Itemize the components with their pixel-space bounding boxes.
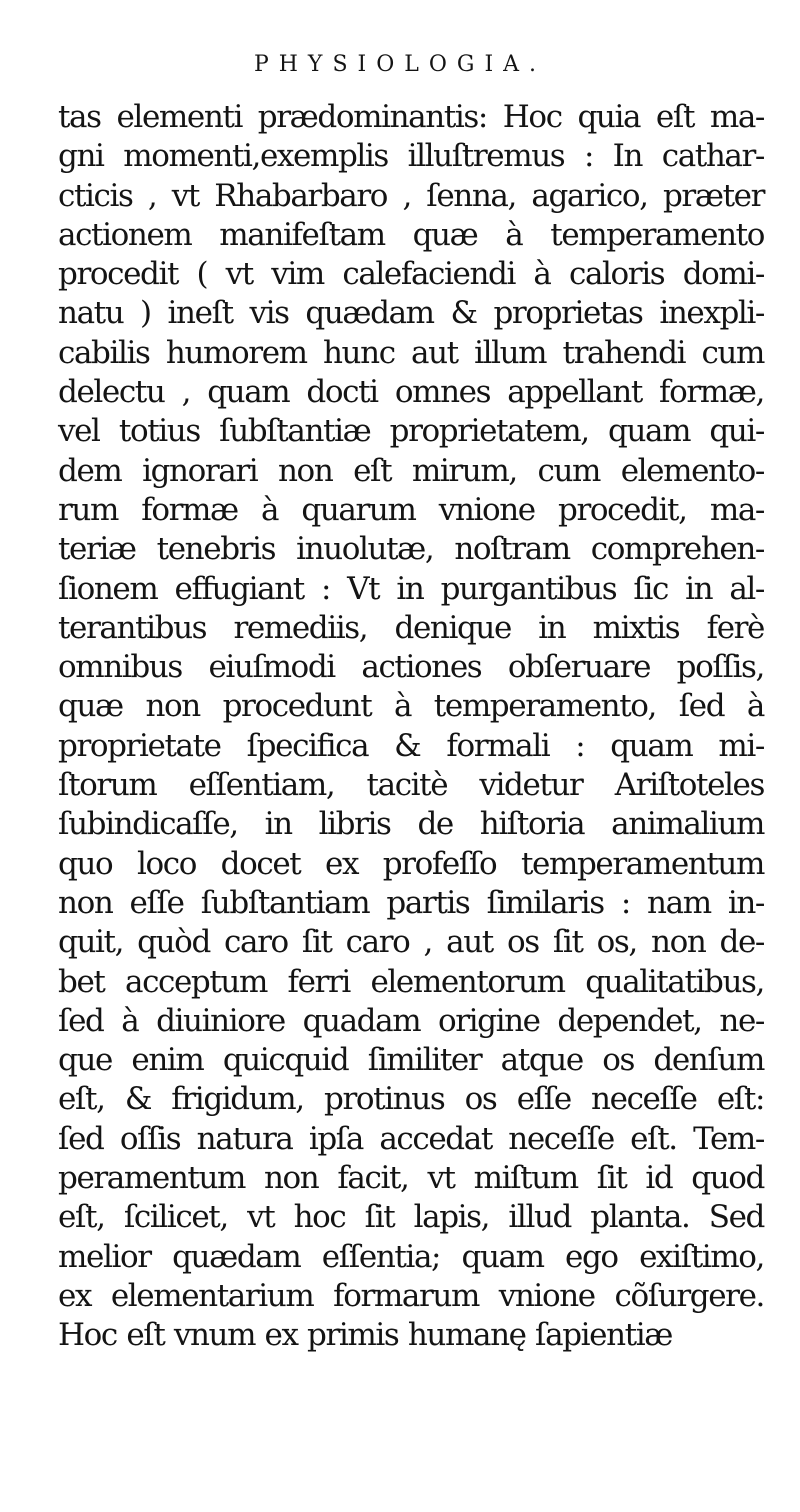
text-line: non eſſe ſubſtantiam partis ſimilaris : nam in- (58, 884, 764, 921)
text-line: vel totius ſubſtantiæ proprietatem, quam qui- (58, 413, 764, 450)
running-head: PHYSIOLOGIA. (253, 52, 547, 77)
text-line: cabilis humorem hunc aut illum trahendi cum (58, 334, 764, 371)
text-line: ex elementarium formarum vnione cõſurgere. (58, 1277, 764, 1314)
text-line: bet acceptum ferri elementorum qualitatibus, (58, 963, 764, 1000)
text-line: delectu , quam docti omnes appellant formæ, (58, 374, 764, 411)
text-line: procedit ( vt vim calefaciendi à caloris domi- (58, 256, 764, 293)
text-line: omnibus eiuſmodi actiones obſeruare poſſis, (58, 649, 764, 686)
text-line: terantibus remediis, denique in mixtis ferè (58, 609, 764, 646)
text-line: quit, quòd caro ſit caro , aut os ſit os, non de- (58, 924, 764, 961)
text-line: gni momenti,exemplis illuſtremus : In cathar- (58, 138, 764, 175)
text-line: melior quædam eſſentia; quam ego exiſtimo, (58, 1238, 764, 1275)
text-line: actionem manifeſtam quæ à temperamento (58, 216, 764, 253)
text-line: que enim quicquid ſimiliter atque os denſum (58, 1042, 764, 1079)
text-line: eſt, & frigidum, protinus os eſſe neceſſe eſt: (58, 1081, 764, 1118)
text-line: peramentum non facit, vt miſtum ſit id quod (58, 1160, 764, 1197)
text-line: quæ non procedunt à temperamento, ſed à (58, 688, 764, 725)
text-line: proprietate ſpecifica & formali : quam mi- (58, 727, 764, 764)
text-line: eſt, ſcilicet, vt hoc ſit lapis, illud planta. Sed (58, 1199, 764, 1236)
text-line: teriæ tenebris inuolutæ, noſtram comprehen- (58, 531, 764, 568)
text-line: quo loco docet ex profeſſo temperamentum (58, 845, 764, 882)
text-line: natu ) ineſt vis quædam & proprietas inexpli- (58, 295, 764, 332)
text-line: rum formæ à quarum vnione procedit, ma- (58, 491, 764, 528)
text-line: Hoc eſt vnum ex primis humanę ſapientiæ (58, 1317, 672, 1354)
text-line: cticis , vt Rhabarbaro , ſenna, agarico, præter (58, 177, 764, 214)
text-line: ſed à diuiniore quadam origine dependet, ne- (58, 1002, 764, 1039)
text-line: tas elementi prædominantis: Hoc quia eſt ma- (58, 99, 764, 135)
text-line: ſionem effugiant : Vt in purgantibus ſic in al- (58, 570, 764, 607)
text-line: ſubindicaſſe, in libris de hiſtoria animalium (58, 806, 764, 843)
text-line: ſtorum eſſentiam, tacitè videtur Ariſtoteles (58, 767, 764, 804)
main-text (58, 98, 764, 1356)
text-line: dem ignorari non eſt mirum, cum elemento- (58, 452, 764, 489)
text-line: ſed oſſis natura ipſa accedat neceſſe eſt. Tem- (58, 1120, 764, 1157)
